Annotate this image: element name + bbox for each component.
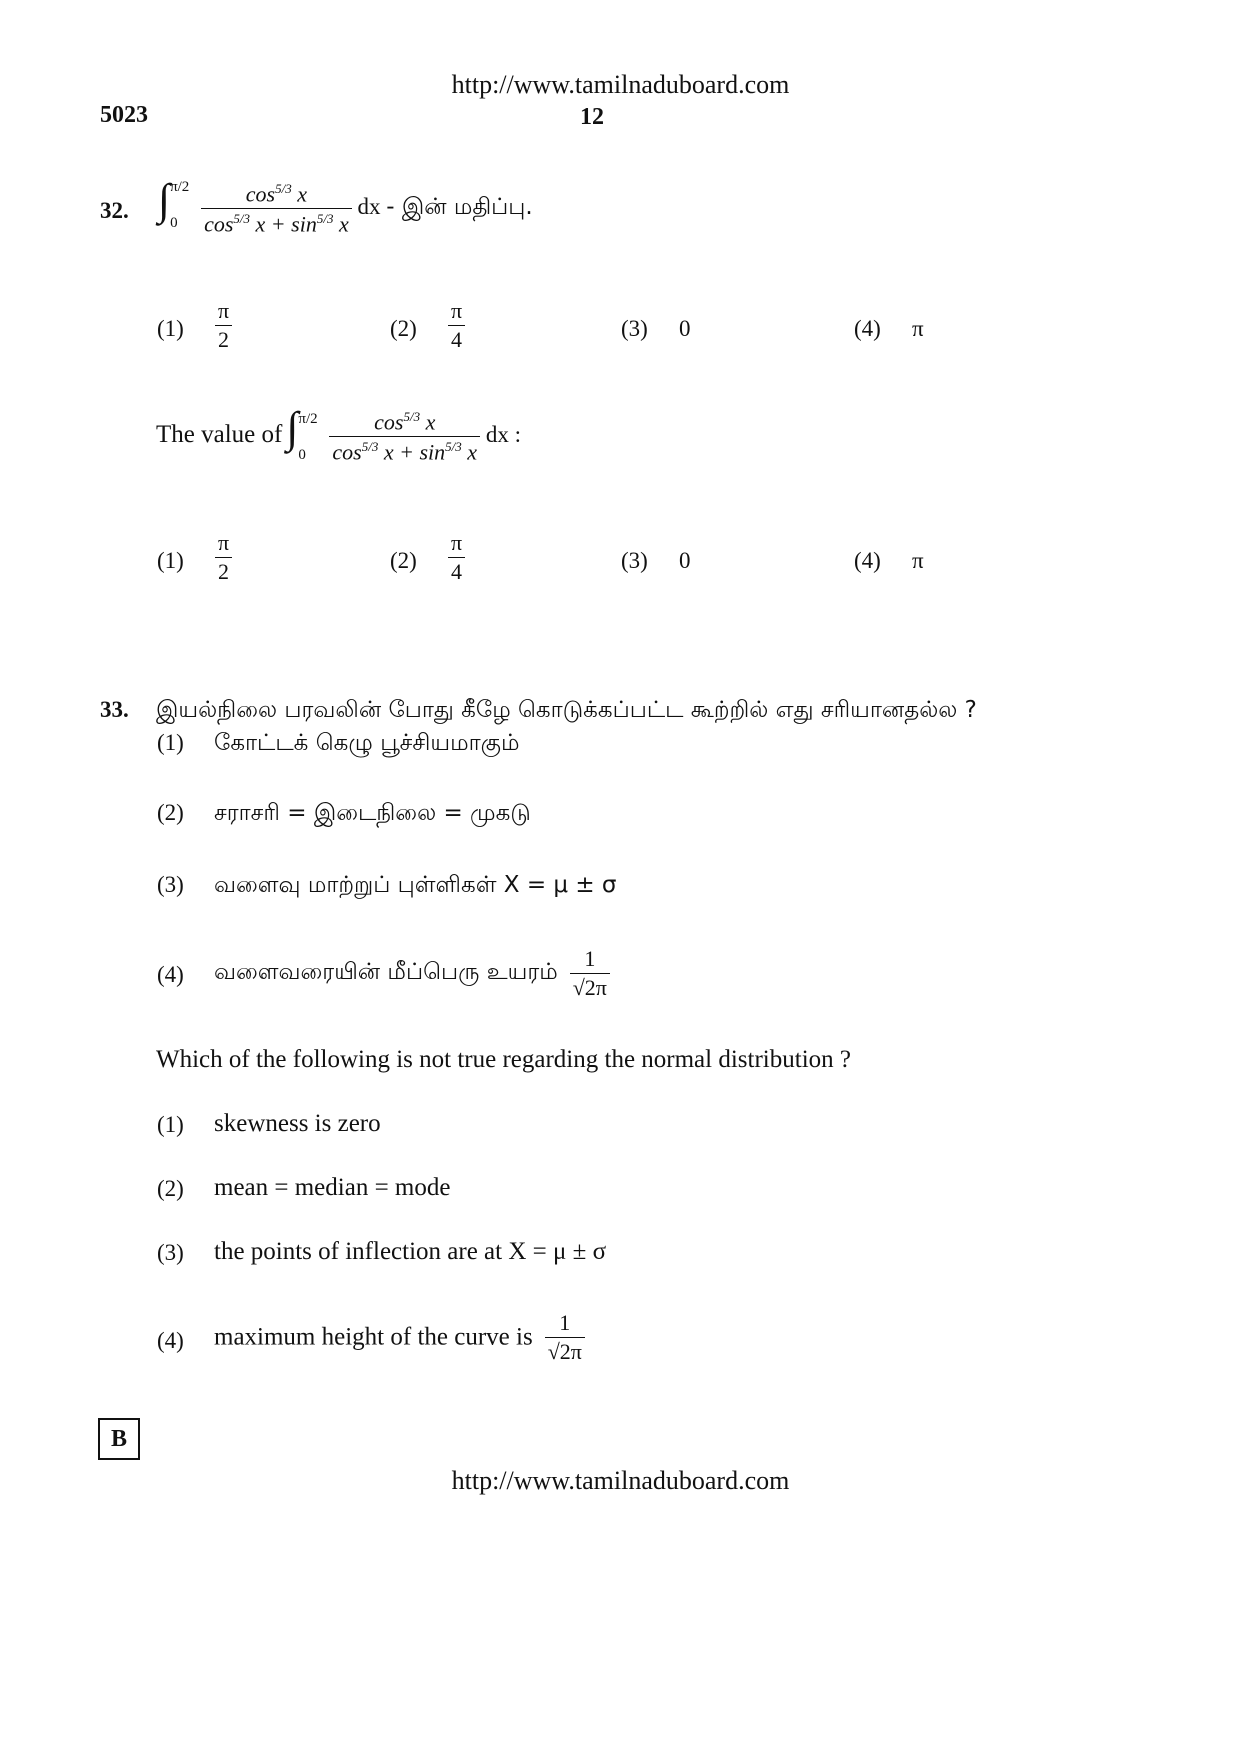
q33-english-option-4-label: (4) [157, 1328, 184, 1353]
q33-tamil-question: இயல்நிலை பரவலின் போது கீழே கொடுக்கப்பட்ட கூற்றில் எது சரியானதல்ல ? [156, 697, 977, 723]
q33-english-option-4: maximum height of the curve is $\frac{1}{√2\pi}$ [214, 1312, 585, 1363]
q33-english-option-1-label: (1) [157, 1112, 184, 1137]
q32-english-option-2-label: (2) [390, 548, 417, 573]
header-url: http://www.tamilnaduboard.com [451, 70, 790, 99]
q32-english-option-3-label: (3) [621, 548, 648, 573]
q33-tamil-option-4-label: (4) [157, 962, 184, 987]
q33-english-option-2-text: mean = median = mode [214, 1174, 451, 1201]
q33-tamil-option-3-text: வளைவு மாற்றுப் புள்ளிகள் X = μ ± σ [214, 872, 617, 898]
q32-tamil-option-2-value: $\frac{\pi}{4}$ [448, 300, 465, 351]
q32-tamil-suffix: - இன் மதிப்பு. [386, 194, 533, 220]
section-marker-box: B [98, 1418, 140, 1460]
q33-tamil-option-3-label: (3) [157, 872, 184, 897]
q33-english-option-4-text: maximum height of the curve is [214, 1323, 533, 1351]
q33-english-option-1-text: skewness is zero [214, 1110, 381, 1137]
q33-tamil-option-4-text: வளைவரையின் மீப்பெரு உயரம் [214, 959, 558, 985]
q33-tamil-option-2-text: சராசரி = இடைநிலை = முகடு [214, 800, 531, 826]
q33-tamil-option-2-label: (2) [157, 800, 184, 825]
q32-english-option-4-value: π [912, 548, 924, 573]
q33-english-option-3-label: (3) [157, 1240, 184, 1265]
q32-tamil-option-1-value: $\frac{\pi}{2}$ [215, 300, 232, 351]
q32-english-option-4-label: (4) [854, 548, 881, 573]
q32-english-option-3-value: 0 [679, 548, 691, 573]
q33-english-question: Which of the following is not true regarding the normal distribution ? [156, 1046, 851, 1073]
q33-tamil-option-1-text: கோட்டக் கெழு பூச்சியமாகும் [214, 730, 520, 756]
q33-english-option-3-text: the points of inflection are at X = μ ± σ [214, 1238, 607, 1265]
q32-english-integral: The value of ∫ π/2 0 $\frac{\cos^{5/3} x}{\cos^{5/3} x + \sin^{5/3} x}$ dx : [156, 403, 521, 465]
question-number-32: 32. [100, 198, 129, 223]
q32-tamil-option-4-label: (4) [854, 316, 881, 341]
footer-url: http://www.tamilnaduboard.com [451, 1466, 790, 1495]
q32-tamil-option-3-label: (3) [621, 316, 648, 341]
q32-tamil-option-4-value: π [912, 316, 924, 341]
q32-english-option-2-value: $\frac{\pi}{4}$ [448, 532, 465, 583]
paper-code: 5023 [100, 102, 148, 128]
q33-tamil-option-4: வளைவரையின் மீப்பெரு உயரம் $\frac{1}{√2\pi}$ [214, 948, 610, 999]
q32-english-option-1-value: $\frac{\pi}{2}$ [215, 532, 232, 583]
q32-english-prefix: The value of [156, 420, 283, 448]
q32-tamil-option-1-label: (1) [157, 316, 184, 341]
q32-tamil-option-3-value: 0 [679, 316, 691, 341]
page-number: 12 [580, 104, 604, 130]
q32-tamil-integral: ∫ π/2 0 $\frac{\cos^{5/3} x}{\cos^{5/3} x + \sin^{5/3} x}$ dx - இன் மதிப்பு. [158, 175, 533, 237]
q33-english-option-2-label: (2) [157, 1176, 184, 1201]
q33-tamil-option-1-label: (1) [157, 730, 184, 755]
question-number-33: 33. [100, 697, 129, 722]
q32-english-option-1-label: (1) [157, 548, 184, 573]
q32-tamil-option-2-label: (2) [390, 316, 417, 341]
